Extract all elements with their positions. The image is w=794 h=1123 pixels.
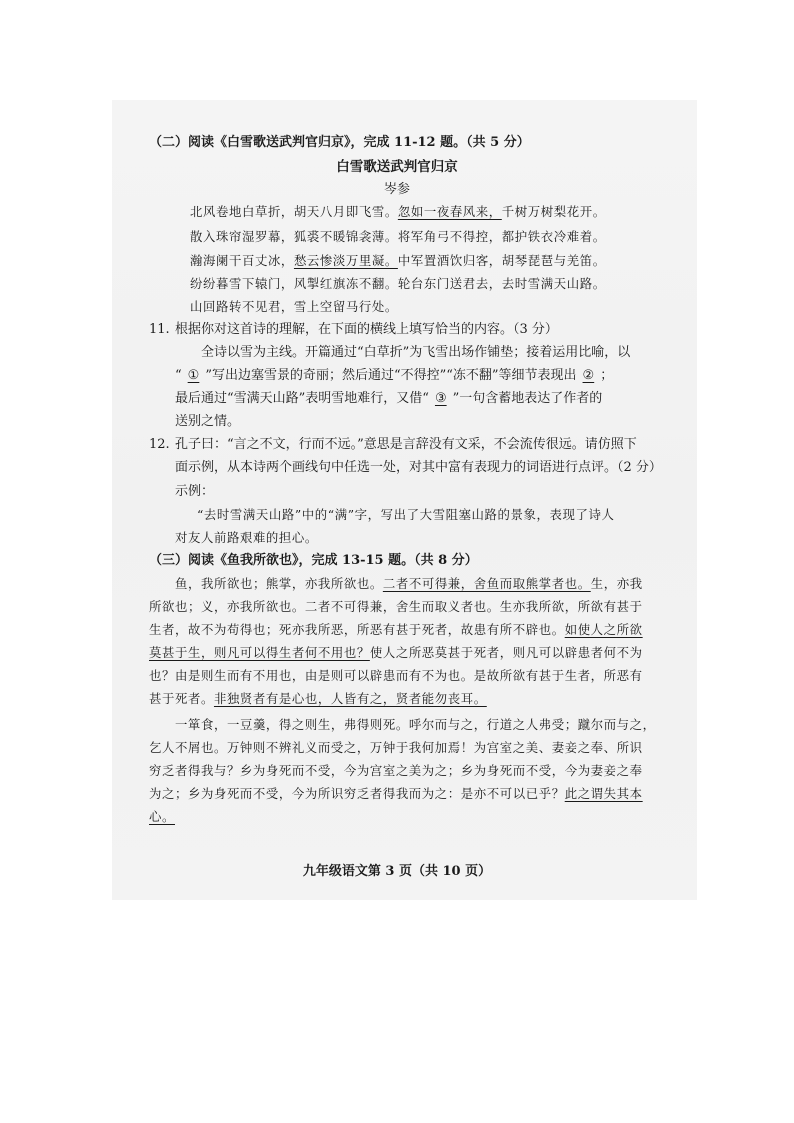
q12-line-1: 孔子曰：“言之不文，行而不远。”意思是言辞没有文采，不会流传很远。请仿照下 <box>175 437 637 452</box>
reading-line-8: 乞人不屑也。万钟则不辨礼义而受之，万钟于我何加焉！为宫室之美、妻妾之奉、所识 <box>149 740 643 755</box>
reading-line-10: 为之；乡为身死而不受，今为所识穷乏者得我而为之：是亦不可以已乎？此之谓失其本 <box>149 786 643 801</box>
reading-line-9: 穷乏者得我与？乡为身死而不受，今为宫室之美为之；乡为身死而不受，今为妻妾之奉 <box>149 763 643 778</box>
q12-example-line-1: “去时雪满天山路”中的“满”字，写出了大雪阻塞山路的景象，表现了诗人 <box>197 507 615 522</box>
blank-1[interactable]: ① <box>187 368 200 383</box>
q11-para-4: 送别之情。 <box>175 414 241 429</box>
section2-heading: （二）阅读《白雪歌送武判官归京》，完成 11-12 题。（共 5 分） <box>149 135 530 150</box>
poem-line-1: 北风卷地白草折，胡天八月即飞雪。忽如一夜春风来，千树万树梨花开。 <box>190 204 606 219</box>
underlined-sentence-4a: 此之谓失其本 <box>564 786 643 801</box>
q12-example-line-2: 对友人前路艰难的担心。 <box>175 530 318 545</box>
q11-para-3: 最后通过“雪满天山路”表明雪地难行，又借“ ③ ”一句含蓄地表达了作者的 <box>175 391 603 406</box>
reading-line-5: 也？由是则生而有不用也，由是则可以辟患而有不为也。是故所欲有甚于生者，所恶有 <box>149 668 643 683</box>
page-footer: 九年级语文第 3 页（共 10 页） <box>302 864 492 879</box>
q12-line-2: 面示例，从本诗两个画线句中任选一处，对其中富有表现力的词语进行点评。（2 分） <box>175 460 662 475</box>
poem-author: 岑参 <box>383 182 410 197</box>
poem-line-2: 散入珠帘湿罗幕，狐裘不暖锦衾薄。将军角弓不得控，都护铁衣冷难着。 <box>190 229 606 244</box>
reading-line-11 <box>149 808 175 826</box>
q12-example-label: 示例： <box>175 484 215 499</box>
reading-line-7: 一箪食，一豆羹，得之则生，弗得则死。呼尔而与之，行道之人弗受；蹴尔而与之， <box>175 717 656 732</box>
underlined-sentence-1: 二者不可得兼，舍鱼而取熊掌者也。 <box>382 576 591 591</box>
reading-line-1: 鱼，我所欲也；熊掌，亦我所欲也。二者不可得兼，舍鱼而取熊掌者也。生，亦我 <box>175 576 643 591</box>
q11-prompt: 根据你对这首诗的理解，在下面的横线上填写恰当的内容。（3 分） <box>175 322 558 337</box>
underlined-sentence-2a: 如使人之所欲 <box>564 622 643 637</box>
reading-line-6: 甚于死者。非独贤者有是心也，人皆有之，贤者能勿丧耳。 <box>149 691 487 706</box>
poem-line-5: 山回路转不见君，雪上空留马行处。 <box>190 299 398 314</box>
reading-line-3: 生者，故不为苟得也；死亦我所恶，所恶有甚于死者，故患有所不辟也。如使人之所欲 <box>149 622 643 637</box>
poem-title: 白雪歌送武判官归京 <box>336 159 458 175</box>
blank-3[interactable]: ③ <box>434 391 447 406</box>
underlined-sentence-3: 非独贤者有是心也，人皆有之，贤者能勿丧耳。 <box>213 691 487 706</box>
reading-line-2: 所欲也；义，亦我所欲也。二者不可得兼，舍生而取义者也。生亦我所欲，所欲有甚于 <box>149 599 643 614</box>
poem-line-4: 纷纷暮雪下辕门，风掣红旗冻不翻。轮台东门送君去，去时雪满天山路。 <box>190 276 606 291</box>
section3-heading: （三）阅读《鱼我所欲也》，完成 13-15 题。（共 8 分） <box>149 553 478 568</box>
underlined-sentence-4b: 心。 <box>149 809 175 824</box>
blank-2[interactable]: ② <box>582 368 595 383</box>
q11-para-2: “ ① ”写出边塞雪景的奇丽；然后通过“不得控”“冻不翻”等细节表现出 ② ； <box>175 368 614 383</box>
underlined-line-2: 愁云惨淡万里凝。 <box>293 253 398 268</box>
q11-number: 11. <box>149 322 170 337</box>
poem-line-3: 瀚海阑干百丈冰，愁云惨淡万里凝。中军置酒饮归客，胡琴琵琶与羌笛。 <box>190 253 606 268</box>
q12-number: 12. <box>149 437 170 452</box>
underlined-sentence-2b: 莫甚于生，则凡可以得生者何不用也？ <box>149 645 370 660</box>
q11-para-1: 全诗以雪为主线。开篇通过“白草折”为飞雪出场作铺垫；接着运用比喻，以 <box>201 345 631 360</box>
underlined-line-1: 忽如一夜春风来， <box>397 204 502 219</box>
reading-line-4: 莫甚于生，则凡可以得生者何不用也？使人之所恶莫甚于死者，则凡可以辟患者何不为 <box>149 645 643 660</box>
